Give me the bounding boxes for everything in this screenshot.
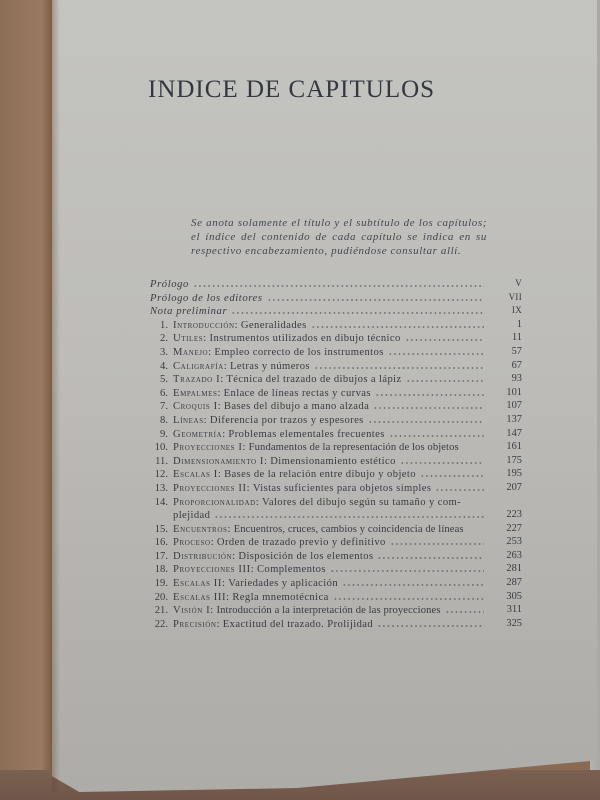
page-number: IX bbox=[511, 305, 522, 316]
toc-entry-chapter-continuation bbox=[150, 508, 522, 522]
chapter-subtitle: Generalidades bbox=[240, 319, 307, 331]
chapter-subtitle: Fundamentos de la representación de los objetos bbox=[248, 442, 459, 454]
chapter-number: 3. bbox=[160, 346, 168, 358]
chapter-subtitle: Regla mnemotécnica bbox=[232, 591, 329, 603]
toc-entry-chapter bbox=[150, 318, 522, 332]
page-number: 287 bbox=[506, 577, 522, 589]
chapter-number: 17. bbox=[154, 550, 168, 562]
toc-entry-nota-preliminar bbox=[150, 304, 522, 318]
chapter-subtitle: Disposición de los elementos bbox=[238, 550, 374, 562]
toc-entry-prologo bbox=[150, 277, 522, 291]
chapter-number: 14. bbox=[154, 496, 168, 508]
chapter-name: Caligrafía: bbox=[173, 360, 228, 372]
dot-leader bbox=[214, 509, 484, 519]
toc-entry-chapter bbox=[150, 345, 522, 359]
chapter-name: Proporcionalidad: bbox=[173, 496, 260, 508]
toc-entry-chapter bbox=[150, 413, 522, 427]
toc-entry-chapter bbox=[150, 522, 522, 536]
table-of-contents bbox=[150, 277, 522, 630]
chapter-name: Escalas III: bbox=[173, 591, 230, 603]
chapter-name: Proyecciones II: bbox=[173, 482, 251, 494]
chapter-name: Visión I: bbox=[173, 605, 214, 617]
chapter-subtitle: Valores del dibujo según su tamaño y com- bbox=[261, 496, 462, 508]
chapter-name: Empalmes: bbox=[173, 387, 222, 399]
toc-entry-chapter bbox=[150, 386, 522, 400]
chapter-number: 5. bbox=[160, 374, 168, 386]
toc-entry-chapter bbox=[150, 399, 522, 413]
dot-leader bbox=[314, 360, 484, 370]
chapter-subtitle-continuation: plejidad bbox=[173, 510, 211, 522]
page-number: 207 bbox=[506, 481, 522, 493]
chapter-number: 21. bbox=[154, 605, 168, 617]
chapter-subtitle: Empleo correcto de los instrumentos bbox=[214, 346, 384, 358]
dot-leader bbox=[405, 332, 484, 342]
toc-entry-chapter bbox=[150, 440, 522, 454]
dot-leader bbox=[388, 346, 484, 356]
chapter-subtitle: Bases de la relación entre dibujo y objeto bbox=[224, 469, 416, 481]
chapter-name: Encuentros: bbox=[173, 523, 232, 535]
chapter-number: 9. bbox=[160, 428, 168, 440]
page-number: 311 bbox=[506, 604, 522, 616]
toc-entry-chapter bbox=[150, 359, 522, 373]
chapter-name: Proceso: bbox=[173, 537, 215, 549]
chapter-subtitle: Técnica del trazado de dibujos a lápiz bbox=[226, 374, 402, 386]
chapter-subtitle: Orden de trazado previo y definitivo bbox=[216, 537, 386, 549]
chapter-number: 4. bbox=[160, 360, 168, 372]
chapter-number: 1. bbox=[160, 319, 168, 331]
chapter-number: 6. bbox=[160, 387, 168, 399]
page-number: 223 bbox=[506, 509, 522, 521]
page-number: 107 bbox=[506, 400, 522, 412]
chapter-subtitle: Enlace de líneas rectas y curvas bbox=[223, 387, 371, 399]
dot-leader bbox=[375, 387, 484, 397]
dot-leader bbox=[465, 496, 484, 506]
dot-leader bbox=[330, 563, 484, 573]
intro-note: Se anota solamente el título y el subtítulo de los capítulos; el índice del contenido de cada capítulo se indica en su respectivo encabezamiento, pudiéndose consultar allí. bbox=[191, 217, 487, 257]
dot-leader bbox=[377, 618, 484, 628]
dot-leader bbox=[389, 428, 484, 438]
entry-label: Prólogo de los editores bbox=[150, 292, 263, 304]
page-title: INDICE DE CAPITULOS bbox=[148, 76, 436, 103]
page-number: 305 bbox=[506, 590, 522, 602]
dot-leader bbox=[333, 591, 484, 601]
page-number: 101 bbox=[506, 386, 522, 398]
toc-entry-chapter bbox=[150, 372, 522, 386]
dot-leader bbox=[368, 414, 484, 424]
chapter-number: 13. bbox=[154, 482, 168, 494]
chapter-name: Trazado I: bbox=[173, 374, 224, 386]
dot-leader bbox=[342, 577, 484, 587]
chapter-subtitle: Introducción a la interpretación de las proyecciones bbox=[216, 605, 441, 617]
dot-leader bbox=[193, 278, 484, 288]
page-number: 325 bbox=[506, 617, 522, 629]
chapter-number: 12. bbox=[154, 469, 168, 481]
dot-leader bbox=[445, 604, 484, 614]
chapter-subtitle: Letras y números bbox=[230, 360, 310, 372]
toc-entry-prologo-editores bbox=[150, 291, 522, 305]
chapter-name: Proyecciones III: bbox=[173, 564, 255, 576]
chapter-number: 7. bbox=[160, 401, 168, 413]
toc-entry-chapter bbox=[150, 617, 522, 631]
chapter-subtitle: Instrumentos utilizados en dibujo técnico bbox=[209, 333, 401, 345]
chapter-name: Utiles: bbox=[173, 333, 207, 345]
dot-leader bbox=[435, 482, 484, 492]
page-number: 67 bbox=[511, 359, 522, 371]
toc-entry-chapter bbox=[150, 576, 522, 590]
page-number: 281 bbox=[506, 563, 522, 575]
dot-leader bbox=[463, 441, 484, 451]
page-number: 93 bbox=[511, 373, 522, 385]
chapter-number: 11. bbox=[155, 455, 168, 467]
chapter-number: 20. bbox=[154, 591, 168, 603]
dot-leader bbox=[420, 468, 484, 478]
page-number: 263 bbox=[506, 549, 522, 561]
chapter-number: 8. bbox=[160, 414, 168, 426]
toc-entry-chapter bbox=[150, 590, 522, 604]
chapter-number: 22. bbox=[154, 618, 168, 630]
page-number: 161 bbox=[506, 441, 522, 453]
page-number: 227 bbox=[506, 522, 522, 534]
toc-entry-chapter bbox=[150, 427, 522, 441]
dot-leader bbox=[373, 400, 484, 410]
chapter-name: Manejo: bbox=[173, 346, 212, 358]
toc-entry-chapter bbox=[150, 549, 522, 563]
dot-leader bbox=[311, 319, 484, 329]
page-number: 1 bbox=[516, 318, 522, 330]
dot-leader bbox=[390, 536, 484, 546]
dot-leader bbox=[267, 292, 484, 302]
page-number: 253 bbox=[506, 536, 522, 548]
page-number: V bbox=[515, 278, 522, 288]
chapter-number: 18. bbox=[154, 564, 168, 576]
toc-entry-chapter bbox=[150, 603, 522, 617]
dot-leader bbox=[406, 373, 484, 383]
chapter-name: Introducción: bbox=[173, 319, 239, 331]
dot-leader bbox=[231, 305, 484, 315]
toc-entry-chapter bbox=[150, 481, 522, 495]
toc-entry-chapter bbox=[150, 495, 488, 509]
chapter-number: 16. bbox=[154, 537, 168, 549]
chapter-subtitle: Problemas elementales frecuentes bbox=[228, 428, 385, 440]
chapter-number: 19. bbox=[154, 578, 168, 590]
toc-entry-chapter bbox=[150, 454, 522, 468]
chapter-subtitle: Bases del dibujo a mano alzada bbox=[223, 401, 370, 413]
chapter-name: Proyecciones I: bbox=[173, 442, 247, 454]
chapter-name: Precisión: bbox=[173, 618, 221, 630]
chapter-name: Escalas I: bbox=[173, 469, 222, 481]
chapter-name: Distribución: bbox=[173, 550, 236, 562]
page-number: 57 bbox=[511, 345, 522, 357]
chapter-subtitle: Dimensionamiento estético bbox=[270, 455, 396, 467]
chapter-number: 2. bbox=[160, 333, 168, 345]
page-number: 147 bbox=[506, 427, 522, 439]
chapter-subtitle: Diferencia por trazos y espesores bbox=[209, 414, 364, 426]
dot-leader bbox=[377, 550, 484, 560]
dot-leader bbox=[468, 523, 484, 533]
toc-entry-chapter bbox=[150, 562, 522, 576]
chapter-name: Escalas II: bbox=[173, 578, 226, 590]
chapter-number: 10. bbox=[154, 442, 168, 454]
dot-leader bbox=[400, 455, 484, 465]
chapter-name: Líneas: bbox=[173, 414, 208, 426]
toc-entry-chapter bbox=[150, 467, 522, 481]
page-number: 11 bbox=[511, 332, 522, 344]
entry-label: Prólogo bbox=[150, 279, 189, 290]
page-gutter-shadow bbox=[52, 0, 60, 792]
page-number: 195 bbox=[506, 468, 522, 480]
chapter-subtitle: Encuentros, cruces, cambios y coincidencia de líneas bbox=[233, 523, 464, 535]
chapter-subtitle: Exactitud del trazado. Prolijidad bbox=[222, 618, 374, 630]
chapter-number: 15. bbox=[154, 523, 168, 535]
chapter-name: Dimensionamiento I: bbox=[173, 455, 268, 467]
background-surface bbox=[0, 0, 52, 800]
toc-entry-chapter bbox=[150, 331, 522, 345]
entry-label: Nota preliminar bbox=[150, 306, 228, 318]
chapter-subtitle: Complementos bbox=[256, 564, 326, 576]
chapter-name: Geometría: bbox=[173, 428, 226, 440]
chapter-subtitle: Vistas suficientes para objetos simples bbox=[252, 482, 432, 494]
chapter-subtitle: Variedades y aplicación bbox=[228, 578, 339, 590]
page-number: VII bbox=[508, 291, 522, 302]
page-number: 137 bbox=[506, 413, 522, 425]
toc-entry-chapter bbox=[150, 535, 522, 549]
chapter-name: Croquis I: bbox=[173, 401, 222, 413]
page-number: 175 bbox=[506, 454, 522, 466]
